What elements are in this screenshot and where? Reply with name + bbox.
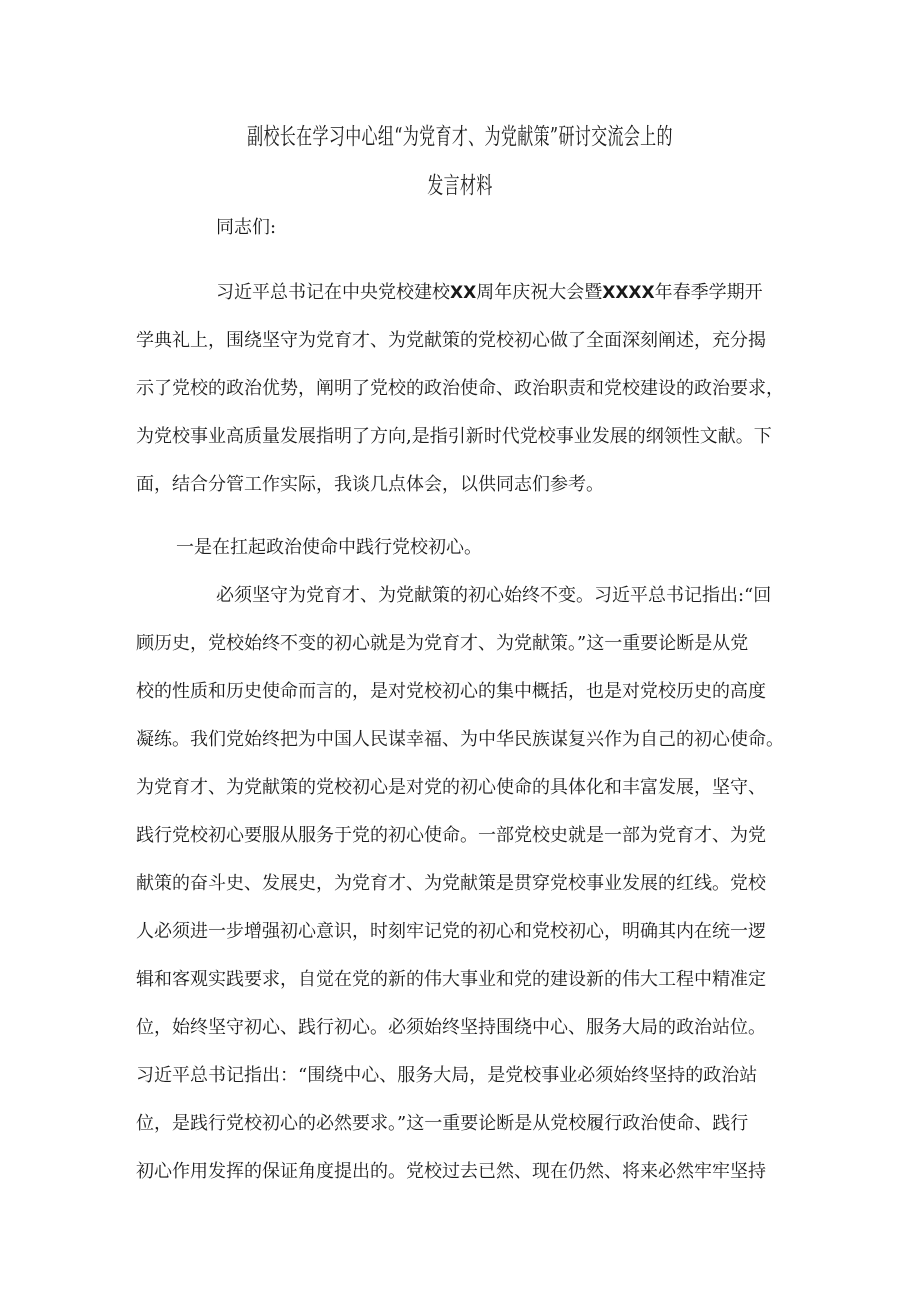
para2-line-12: 位，是践行党校初心的必然要求。”这一重要论断是从党校履行政治使命、践行: [136, 1113, 749, 1134]
para1-placeholder-years: XX: [450, 283, 477, 303]
para1-text: 习近平总书记在中央党校建校: [216, 282, 450, 303]
para1-text: 周年庆祝大会暨: [476, 282, 603, 303]
para2-line-5: 为党育才、为党献策的党校初心是对党的初心使命的具体化和丰富发展，坚守、: [136, 777, 766, 798]
para1-line-2: 学典礼上，围绕坚守为党育才、为党献策的党校初心做了全面深刻阐述，充分揭: [136, 330, 766, 351]
para2-line-6: 践行党校初心要服从服务于党的初心使命。一部党校史就是一部为党育才、为党: [136, 825, 766, 846]
para1-placeholder-year: XXXX: [602, 283, 655, 303]
para2-line-7: 献策的奋斗史、发展史，为党育才、为党献策是贯穿党校事业发展的红线。党校: [136, 873, 766, 894]
para2-line-3: 校的性质和历史使命而言的，是对党校初心的集中概括，也是对党校历史的高度: [136, 681, 766, 702]
para1-line-5: 面，结合分管工作实际，我谈几点体会，以供同志们参考。: [136, 474, 604, 495]
section-heading-1: 一是在扛起政治使命中践行党校初心。: [176, 537, 482, 558]
para2-line-8: 人必须进一步增强初心意识，时刻牢记党的初心和党校初心，明确其内在统一逻: [136, 921, 766, 942]
para2-line-1: 必须坚守为党育才、为党献策的初心始终不变。习近平总书记指出:“回: [216, 585, 772, 606]
para2-line-10: 位，始终坚守初心、践行初心。必须始终坚持围绕中心、服务大局的政治站位。: [136, 1017, 766, 1038]
para2-line-4: 凝练。我们党始终把为中国人民谋幸福、为中华民族谋复兴作为自己的初心使命。: [136, 729, 784, 750]
para2-line-11: 习近平总书记指出：“围绕中心、服务大局，是党校事业必须始终坚持的政治站: [136, 1065, 758, 1086]
para1-text: 年春季学期开: [654, 282, 763, 303]
para1-line-4: 为党校事业高质量发展指明了方向,是指引新时代党校事业发展的纲领性文献。下: [136, 426, 772, 447]
para1-line-1: [216, 280, 763, 306]
document-title-line-2: 发言材料: [427, 173, 493, 199]
document-title-line-1: 副校长在学习中心组“为党育才、为党献策”研讨交流会上的: [247, 124, 673, 150]
para2-line-9: 辑和客观实践要求，自觉在党的新的伟大事业和党的建设新的伟大工程中精准定: [136, 969, 766, 990]
para1-line-3: 示了党校的政治优势，阐明了党校的政治使命、政治职责和党校建设的政治要求，: [136, 378, 784, 399]
greeting: 同志们:: [216, 217, 277, 238]
para2-line-13: 初心作用发挥的保证角度提出的。党校过去已然、现在仍然、将来必然牢牢坚持: [136, 1161, 766, 1182]
para2-line-2: 顾历史，党校始终不变的初心就是为党育才、为党献策。”这一重要论断是从党: [136, 633, 749, 654]
